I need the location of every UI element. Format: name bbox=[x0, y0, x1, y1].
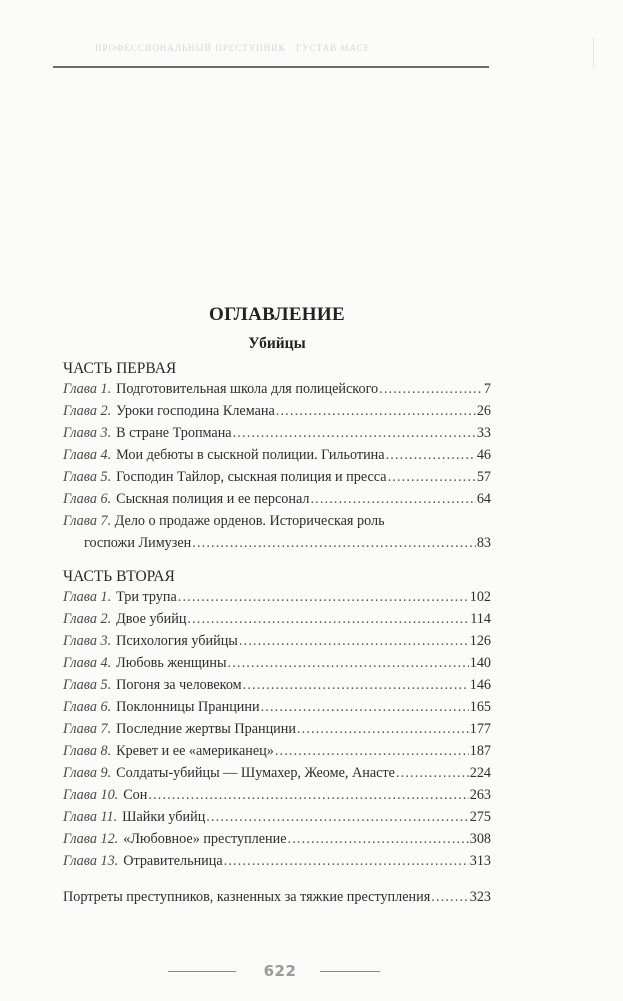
toc-entry[interactable] bbox=[63, 696, 491, 718]
page-ref: 114 bbox=[470, 611, 491, 627]
toc-entry[interactable] bbox=[63, 762, 491, 784]
leader-dots bbox=[379, 378, 483, 400]
page-ref: 46 bbox=[476, 447, 491, 463]
toc-subtitle: Убийцы bbox=[248, 335, 306, 352]
chapter-title: Сон bbox=[123, 787, 148, 803]
page-ref: 224 bbox=[469, 765, 491, 781]
chapter-title: Дело о продаже орденов. Историческая роль bbox=[114, 513, 385, 529]
chapter-title: Шайки убийц bbox=[122, 809, 206, 825]
toc-entry[interactable] bbox=[63, 718, 491, 740]
chapter-label: Глава 6. bbox=[63, 699, 112, 715]
toc-entry[interactable] bbox=[63, 510, 491, 554]
leader-dots bbox=[388, 466, 476, 488]
page-ref: 308 bbox=[469, 831, 491, 847]
leader-dots bbox=[243, 674, 469, 696]
toc-entry[interactable] bbox=[63, 850, 491, 872]
toc-entry[interactable] bbox=[63, 784, 491, 806]
toc-entry[interactable] bbox=[63, 586, 491, 608]
chapter-label: Глава 10. bbox=[63, 787, 119, 803]
chapter-label: Глава 13. bbox=[63, 853, 119, 869]
page-ref: 7 bbox=[483, 381, 491, 397]
toc-entry[interactable] bbox=[63, 466, 491, 488]
chapter-title-continued: госпожи Лимузен bbox=[84, 535, 192, 551]
leader-dots bbox=[224, 850, 469, 872]
chapter-label: Глава 1. bbox=[63, 381, 112, 397]
chapter-label: Глава 4. bbox=[63, 447, 112, 463]
page-footer bbox=[0, 962, 623, 982]
page-ref: 323 bbox=[469, 889, 491, 905]
chapter-label: Глава 7. bbox=[63, 721, 112, 737]
toc-entry[interactable] bbox=[63, 828, 491, 850]
leader-dots bbox=[386, 444, 476, 466]
page-ref: 83 bbox=[476, 535, 491, 551]
chapter-title: Психология убийцы bbox=[116, 633, 238, 649]
page-ref: 187 bbox=[469, 743, 491, 759]
appendix-title: Портреты преступников, казненных за тяжкие преступления bbox=[63, 889, 431, 905]
chapter-title: Три трупа bbox=[116, 589, 177, 605]
leader-dots bbox=[239, 630, 469, 652]
chapter-label: Глава 5. bbox=[63, 677, 112, 693]
page-ref: 57 bbox=[476, 469, 491, 485]
part-heading-1: ЧАСТЬ ПЕРВАЯ bbox=[63, 360, 177, 377]
chapter-label: Глава 3. bbox=[63, 633, 112, 649]
chapter-title: Сыскная полиция и ее персонал bbox=[116, 491, 310, 507]
leader-dots bbox=[233, 422, 476, 444]
table-of-contents bbox=[63, 304, 491, 908]
leader-dots bbox=[187, 608, 469, 630]
page-number: 622 bbox=[263, 962, 297, 980]
leader-dots bbox=[431, 886, 468, 908]
leader-dots bbox=[178, 586, 469, 608]
page-ref: 64 bbox=[476, 491, 491, 507]
chapter-title: Последние жертвы Пранцини bbox=[116, 721, 296, 737]
header-rule bbox=[53, 66, 489, 68]
chapter-title: Мои дебюты в сыскной полиции. Гильотина bbox=[116, 447, 385, 463]
toc-entry[interactable] bbox=[63, 608, 491, 630]
toc-entry[interactable] bbox=[63, 488, 491, 510]
toc-entry[interactable] bbox=[63, 652, 491, 674]
toc-entry-appendix[interactable] bbox=[63, 886, 491, 908]
toc-entry[interactable] bbox=[63, 674, 491, 696]
chapter-label: Глава 9. bbox=[63, 765, 112, 781]
chapter-label: Глава 12. bbox=[63, 831, 119, 847]
chapter-label: Глава 6. bbox=[63, 491, 112, 507]
chapter-title: Солдаты-убийцы — Шумахер, Жеоме, Анасте bbox=[116, 765, 395, 781]
chapter-title: Уроки господина Клемана bbox=[116, 403, 275, 419]
chapter-title: Поклонницы Пранцини bbox=[116, 699, 260, 715]
footer-rule-right bbox=[320, 971, 380, 972]
page-ref: 313 bbox=[469, 853, 491, 869]
chapter-title: Отравительница bbox=[123, 853, 223, 869]
leader-dots bbox=[192, 532, 476, 554]
page-ref: 177 bbox=[469, 721, 491, 737]
chapter-label: Глава 8. bbox=[63, 743, 112, 759]
toc-entry[interactable] bbox=[63, 740, 491, 762]
chapter-label: Глава 5. bbox=[63, 469, 112, 485]
leader-dots bbox=[310, 488, 475, 510]
chapter-label: Глава 4. bbox=[63, 655, 112, 671]
chapter-title: Двое убийц bbox=[116, 611, 187, 627]
part-heading-2: ЧАСТЬ ВТОРАЯ bbox=[63, 568, 175, 585]
page-edge bbox=[593, 38, 594, 68]
chapter-title: Господин Тайлор, сыскная полиция и пресса bbox=[116, 469, 387, 485]
chapter-title: Погоня за человеком bbox=[116, 677, 242, 693]
leader-dots bbox=[148, 784, 468, 806]
page-ref: 140 bbox=[469, 655, 491, 671]
page-ref: 33 bbox=[476, 425, 491, 441]
toc-entry[interactable] bbox=[63, 400, 491, 422]
toc-title: ОГЛАВЛЕНИЕ bbox=[209, 304, 345, 325]
footer-rule-left bbox=[168, 971, 236, 972]
chapter-label: Глава 3. bbox=[63, 425, 112, 441]
toc-entry[interactable] bbox=[63, 444, 491, 466]
chapter-title: Подготовительная школа для полицейского bbox=[116, 381, 379, 397]
page-ref: 165 bbox=[469, 699, 491, 715]
running-header: ПРОФЕССИОНАЛЬНЫЙ ПРЕСТУПНИК · ГУСТАВ МАСЕ bbox=[95, 43, 371, 53]
page-ref: 102 bbox=[469, 589, 491, 605]
leader-dots bbox=[276, 400, 476, 422]
leader-dots bbox=[228, 652, 469, 674]
toc-entry[interactable] bbox=[63, 422, 491, 444]
page-ref: 146 bbox=[469, 677, 491, 693]
chapter-label: Глава 11. bbox=[63, 809, 118, 825]
page-ref: 275 bbox=[469, 809, 491, 825]
chapter-title: В стране Тропмана bbox=[116, 425, 232, 441]
page-ref: 26 bbox=[476, 403, 491, 419]
page-ref: 126 bbox=[469, 633, 491, 649]
leader-dots bbox=[288, 828, 469, 850]
leader-dots bbox=[261, 696, 469, 718]
toc-entry[interactable] bbox=[63, 630, 491, 652]
chapter-label: Глава 7. bbox=[63, 513, 112, 529]
leader-dots bbox=[206, 806, 468, 828]
chapter-title: «Любовное» преступление bbox=[123, 831, 287, 847]
leader-dots bbox=[297, 718, 469, 740]
chapter-title: Любовь женщины bbox=[116, 655, 227, 671]
chapter-label: Глава 2. bbox=[63, 611, 112, 627]
toc-entry[interactable] bbox=[63, 378, 491, 400]
chapter-label: Глава 1. bbox=[63, 589, 112, 605]
leader-dots bbox=[396, 762, 469, 784]
leader-dots bbox=[275, 740, 469, 762]
chapter-title: Кревет и ее «американец» bbox=[116, 743, 274, 759]
toc-entry[interactable] bbox=[63, 806, 491, 828]
chapter-label: Глава 2. bbox=[63, 403, 112, 419]
page-ref: 263 bbox=[469, 787, 491, 803]
